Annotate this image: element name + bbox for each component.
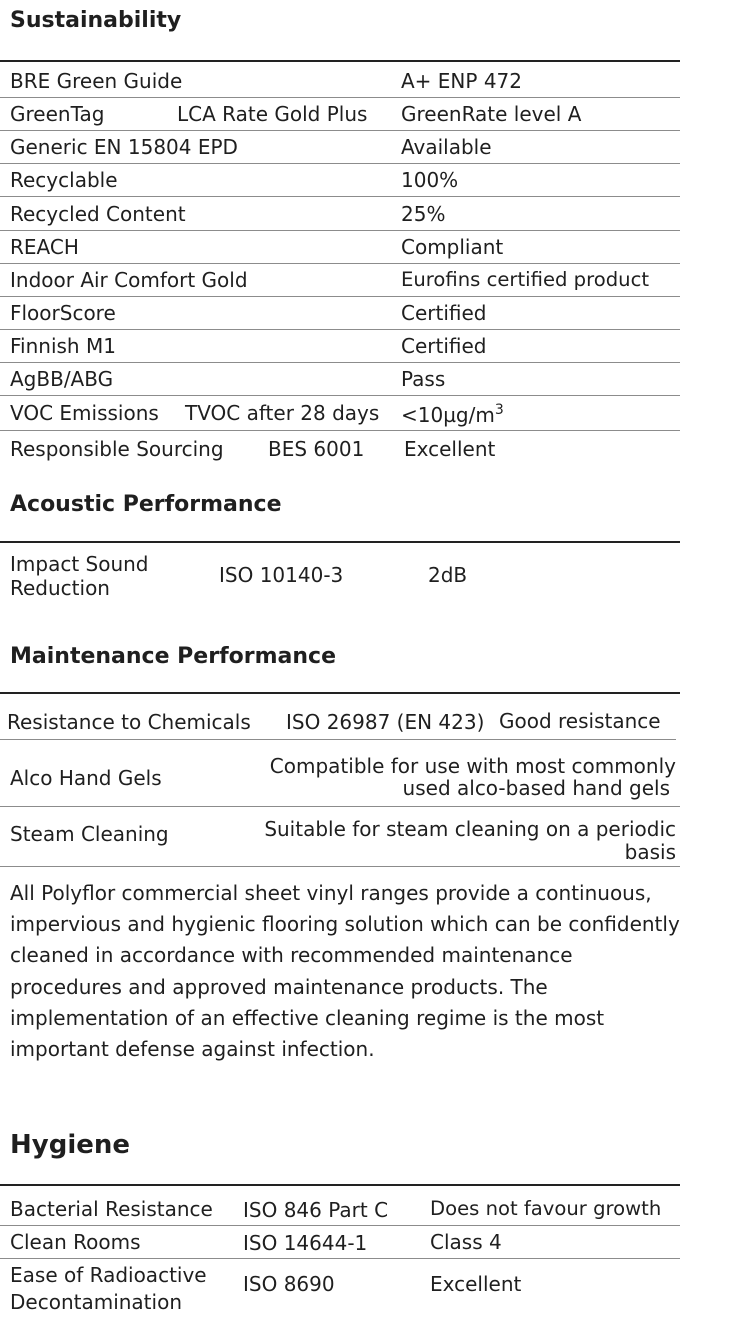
row-value: 25% bbox=[401, 202, 446, 226]
row-divider bbox=[0, 196, 680, 197]
row-label: FloorScore bbox=[10, 301, 116, 325]
sustainability-top-rule bbox=[0, 60, 680, 62]
row-label: REACH bbox=[10, 235, 79, 259]
row-value: Compliant bbox=[401, 235, 504, 259]
row-value: Pass bbox=[401, 367, 446, 391]
row-label: Steam Cleaning bbox=[10, 822, 169, 846]
row-label: BRE Green Guide bbox=[10, 69, 183, 93]
row-label: Ease of Radioactive Decontamination bbox=[10, 1263, 207, 1314]
row-value: Available bbox=[401, 135, 492, 159]
row-label: VOC Emissions bbox=[10, 401, 159, 425]
row-divider bbox=[0, 163, 680, 164]
row-label: Indoor Air Comfort Gold bbox=[10, 268, 248, 292]
acoustic-top-rule bbox=[0, 541, 680, 543]
row-label: Bacterial Resistance bbox=[10, 1197, 213, 1221]
row-value: Class 4 bbox=[430, 1230, 502, 1254]
row-label: Clean Rooms bbox=[10, 1230, 141, 1254]
row-value: Eurofins certified product bbox=[401, 268, 650, 291]
row-divider bbox=[0, 430, 680, 431]
row-divider bbox=[0, 130, 680, 131]
row-label: Impact Sound Reduction bbox=[10, 552, 149, 600]
row-value: Excellent bbox=[404, 437, 496, 461]
row-value: Compatible for use with most commonly used alco-based hand gels bbox=[269, 754, 676, 800]
hygiene-top-rule bbox=[0, 1184, 680, 1186]
row-standard: ISO 26987 (EN 423) bbox=[286, 710, 485, 734]
row-label: Alco Hand Gels bbox=[10, 766, 162, 790]
maintenance-top-rule bbox=[0, 692, 680, 694]
row-label: Finnish M1 bbox=[10, 334, 116, 358]
row-sub-label: BES 6001 bbox=[268, 437, 365, 461]
row-value: Suitable for steam cleaning on a periodic basis bbox=[264, 817, 676, 864]
row-value: 2dB bbox=[428, 563, 468, 587]
row-divider bbox=[0, 263, 680, 264]
row-divider bbox=[0, 866, 680, 867]
row-value: GreenRate level A bbox=[401, 102, 582, 126]
row-value: 100% bbox=[401, 168, 459, 192]
hygiene-heading: Hygiene bbox=[10, 1130, 131, 1160]
row-standard: ISO 10140-3 bbox=[219, 563, 344, 587]
row-label: Resistance to Chemicals bbox=[7, 710, 251, 734]
maintenance-heading: Maintenance Performance bbox=[10, 644, 336, 669]
row-divider bbox=[0, 1258, 680, 1259]
row-divider bbox=[0, 97, 680, 98]
row-label: Responsible Sourcing bbox=[10, 437, 224, 461]
row-divider bbox=[0, 230, 680, 231]
row-value: Certified bbox=[401, 301, 487, 325]
row-divider bbox=[0, 1225, 680, 1226]
acoustic-heading: Acoustic Performance bbox=[10, 492, 282, 517]
row-label: Recyclable bbox=[10, 168, 118, 192]
row-value: Certified bbox=[401, 334, 487, 358]
row-divider bbox=[0, 806, 680, 807]
row-divider bbox=[0, 362, 680, 363]
row-divider bbox=[0, 296, 680, 297]
row-value: Does not favour growth bbox=[430, 1197, 662, 1220]
row-divider bbox=[0, 395, 680, 396]
row-standard: ISO 8690 bbox=[243, 1272, 335, 1296]
sustainability-heading: Sustainability bbox=[10, 8, 182, 33]
row-value: Excellent bbox=[430, 1272, 522, 1296]
row-value: Good resistance bbox=[499, 709, 661, 733]
maintenance-paragraph: All Polyflor commercial sheet vinyl ranges provide a continuous, impervious and hygienic flooring solution which can be confidently cleaned in accordance with recommended maintenance procedures and approved maintenance products. The implementation of an effective cleaning regime is the most important defense against infection. bbox=[10, 881, 680, 1062]
row-label: Generic EN 15804 EPD bbox=[10, 135, 238, 159]
row-value: A+ ENP 472 bbox=[401, 69, 522, 93]
row-sub-label: LCA Rate Gold Plus bbox=[177, 102, 368, 126]
row-label: AgBB/ABG bbox=[10, 367, 114, 391]
row-divider bbox=[0, 329, 680, 330]
row-value: $<10\mu g/m^3$ bbox=[401, 402, 504, 427]
row-standard: ISO 14644-1 bbox=[243, 1231, 368, 1255]
row-label: GreenTag bbox=[10, 102, 105, 126]
row-divider bbox=[0, 739, 676, 740]
row-standard: ISO 846 Part C bbox=[243, 1198, 389, 1222]
row-sub-label: TVOC after 28 days bbox=[185, 401, 380, 425]
row-label: Recycled Content bbox=[10, 202, 186, 226]
